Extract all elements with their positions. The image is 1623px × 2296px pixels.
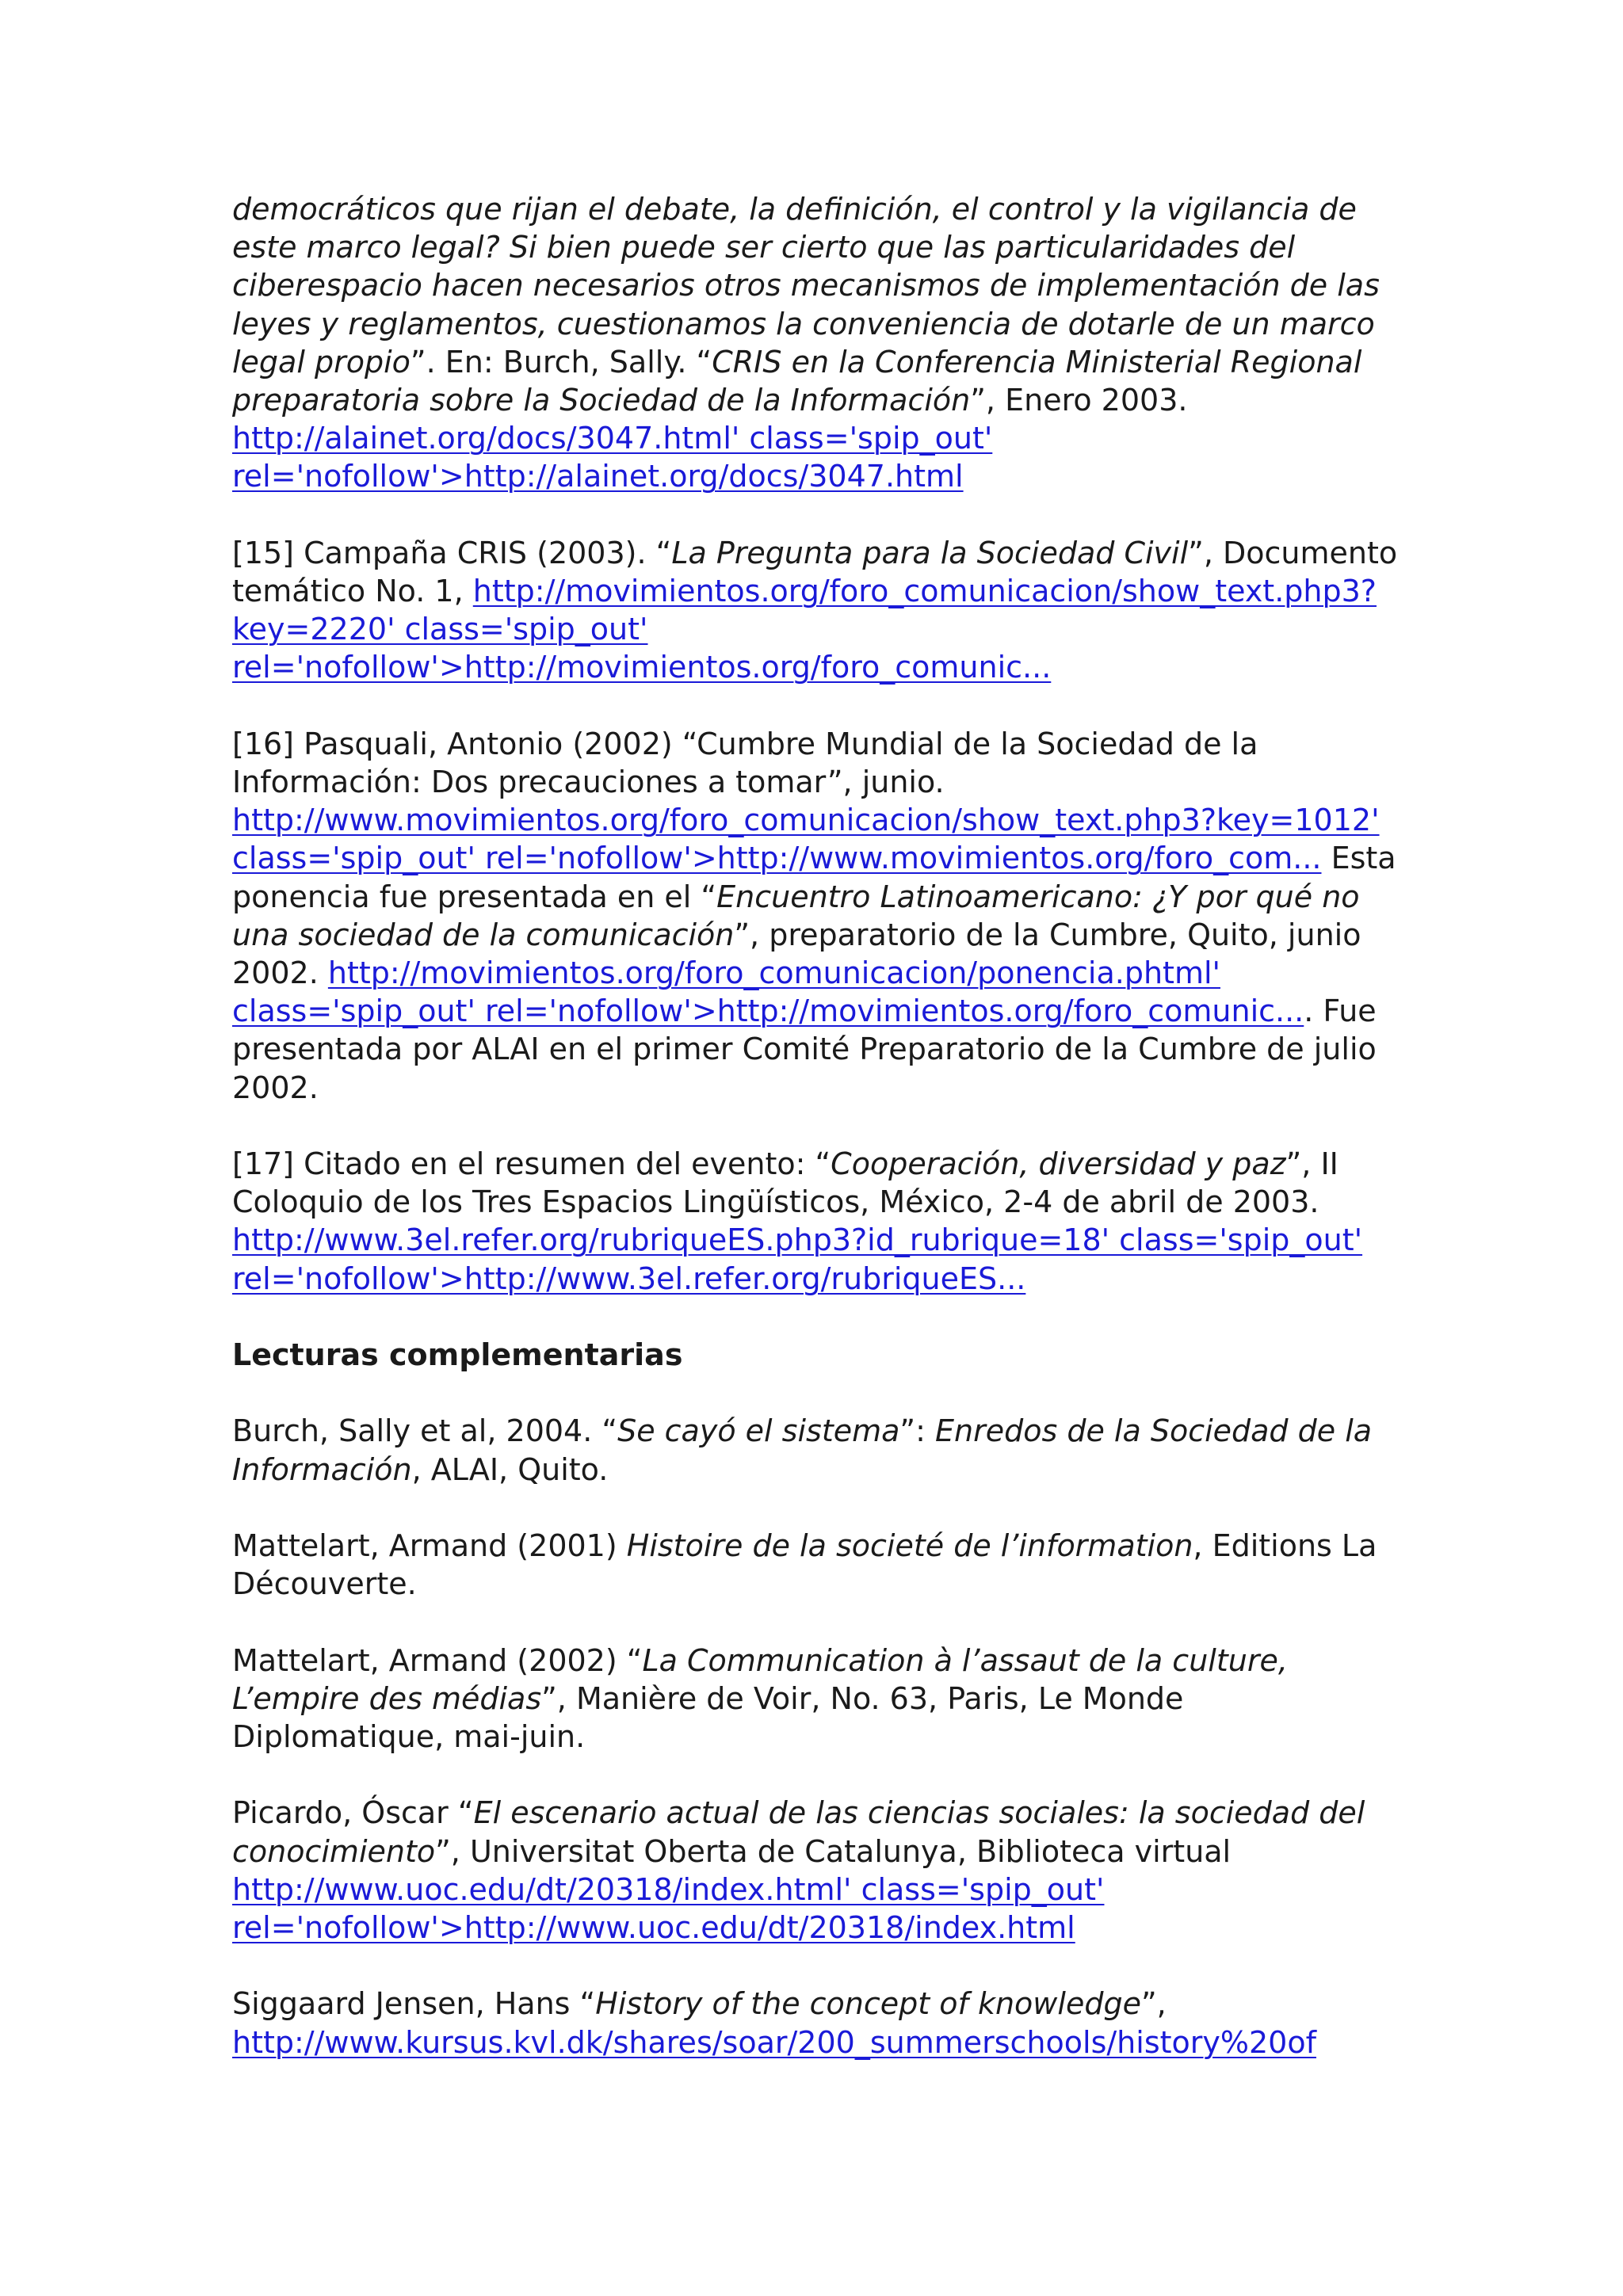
italic-text: Enredos de la Sociedad de la [934,1413,1373,1449]
reference-link[interactable]: rel='nofollow'>http://www.3el.refer.org/rubriqueES... [232,1261,1026,1296]
text-line [232,1909,1397,1947]
text-line [232,2023,1397,2061]
italic-text: legal propio [232,344,411,379]
plain-text: , ALAI, Quito. [411,1451,609,1487]
reference-link[interactable]: http://movimientos.org/foro_comunicacion/show_text.php3? [472,574,1377,609]
text-line: presentada por ALAI en el primer Comité Preparatorio de la Cumbre de julio [232,1032,1377,1067]
reference-link[interactable]: http://alainet.org/docs/3047.html' class='spip_out' [232,421,993,456]
italic-text: Encuentro Latinoamericano: ¿Y por qué no [716,879,1360,914]
italic-text: History of the concept of knowledge [595,1986,1141,2022]
reference-link[interactable]: rel='nofollow'>http://alainet.org/docs/3047.html [232,459,964,494]
text-line: [16] Pasquali, Antonio (2002) “Cumbre Mundial de la Sociedad de la [232,726,1258,761]
plain-text: 2002. [232,955,328,991]
reading-mattelart-2001 [232,1527,1397,1603]
italic-text: preparatoria sobre la Sociedad de la Información [232,383,971,418]
reference-link[interactable]: class='spip_out' rel='nofollow'>http://www.movimientos.org/foro_com... [232,841,1322,876]
plain-text: Esta [1321,841,1396,876]
plain-text: ”, Documento [1188,535,1398,570]
plain-text: ”, Manière de Voir, No. 63, Paris, Le Monde [541,1680,1184,1716]
document-page [232,190,1397,2061]
text-line [232,1260,1397,1298]
reference-link[interactable]: http://www.uoc.edu/dt/20318/index.html' class='spip_out' [232,1871,1105,1907]
footnote-continuation [232,190,1397,496]
plain-text: Mattelart, Armand (2002) “ [232,1642,643,1678]
text-line [232,457,1397,495]
italic-text: conocimiento [232,1833,436,1869]
reading-burch [232,1412,1397,1488]
text-line [232,1412,1397,1450]
reading-siggaard [232,1985,1397,2061]
text-line: Diplomatique, mai-juin. [232,1719,586,1755]
reference-link[interactable]: class='spip_out' rel='nofollow'>http://movimientos.org/foro_comunic... [232,994,1304,1029]
footnote-16 [232,725,1397,1107]
plain-text: ”, preparatorio de la Cumbre, Quito, junio [734,917,1361,952]
text-line: Coloquio de los Tres Espacios Lingüísticos, México, 2-4 de abril de 2003. [232,1184,1319,1220]
footnote-15 [232,534,1397,687]
text-line [232,419,1397,457]
section-heading: Lecturas complementarias [232,1337,683,1373]
footnote-17 [232,1145,1397,1298]
plain-text: [15] Campaña CRIS (2003). “ [232,535,672,570]
reference-link[interactable]: http://www.3el.refer.org/rubriqueES.php3?id_rubrique=18' class='spip_out' [232,1222,1363,1258]
text-line: 2002. [232,1070,319,1105]
text-line [232,610,1397,648]
text-line [232,954,1397,992]
text-line [232,801,1397,839]
plain-text: ”, Universitat Oberta de Catalunya, Biblioteca virtual [435,1833,1232,1869]
plain-text: ”, [1140,1986,1167,2022]
plain-text: ponencia fue presentada en el “ [232,879,717,914]
reference-link[interactable]: http://www.movimientos.org/foro_comunicacion/show_text.php3?key=1012' [232,803,1380,838]
plain-text: Siggaard Jensen, Hans “ [232,1986,596,2022]
text-line [232,572,1397,610]
text-line [232,534,1397,572]
text-line [232,1221,1397,1259]
italic-text: La Pregunta para la Sociedad Civil [671,535,1189,570]
plain-text: [17] Citado en el resumen del evento: “ [232,1146,831,1182]
reading-mattelart-2002 [232,1642,1397,1756]
plain-text: ”, II [1285,1146,1338,1182]
plain-text: temático No. 1, [232,574,473,609]
text-line: Información: Dos precauciones a tomar”, junio. [232,765,945,800]
italic-text: El escenario actual de las ciencias sociales: la sociedad del [473,1795,1365,1831]
text-line [232,878,1397,916]
text-line [232,381,1397,419]
reference-link[interactable]: http://movimientos.org/foro_comunicacion/ponencia.phtml' [327,955,1220,991]
italic-text: una sociedad de la comunicación [232,917,735,952]
text-line [232,1642,1397,1680]
italic-text: Histoire de la societé de l’information [626,1528,1193,1564]
text-line [232,1794,1397,1832]
reading-picardo [232,1794,1397,1947]
reference-link[interactable]: key=2220' class='spip_out' [232,612,648,647]
reference-link[interactable]: rel='nofollow'>http://www.uoc.edu/dt/20318/index.html [232,1910,1075,1946]
reference-link[interactable]: rel='nofollow'>http://movimientos.org/foro_comunic... [232,650,1052,685]
text-line [232,1527,1397,1565]
plain-text: . Fue [1304,994,1377,1029]
plain-text: ”: [899,1413,935,1449]
italic-text: Se cayó el sistema [617,1413,900,1449]
text-line: este marco legal? Si bien puede ser cierto que las particularidades del [232,230,1296,265]
text-line [232,648,1397,686]
text-line: ciberespacio hacen necesarios otros mecanismos de implementación de las [232,268,1380,303]
plain-text: Picardo, Óscar “ [232,1795,474,1831]
reference-link[interactable]: http://www.kursus.kvl.dk/shares/soar/200_summerschools/history%20of [232,2024,1316,2060]
italic-text: Información [232,1451,412,1487]
plain-text: Mattelart, Armand (2001) [232,1528,627,1564]
section-heading-block [232,1336,1397,1374]
text-line [232,1833,1397,1871]
text-line [232,916,1397,954]
text-line [232,1680,1397,1718]
text-line [232,1985,1397,2023]
italic-text: CRIS en la Conferencia Ministerial Regional [712,344,1362,379]
text-line [232,992,1397,1030]
plain-text: Burch, Sally et al, 2004. “ [232,1413,618,1449]
text-line [232,839,1397,877]
text-line [232,1145,1397,1183]
text-line [232,1451,1397,1489]
plain-text: ”, Enero 2003. [970,383,1188,418]
italic-text: L’empire des médias [232,1680,542,1716]
italic-text: La Communication à l’assaut de la culture, [642,1642,1288,1678]
text-line: Découverte. [232,1566,417,1602]
text-line [232,1871,1397,1909]
text-line: leyes y reglamentos, cuestionamos la conveniencia de dotarle de un marco [232,306,1375,341]
plain-text: ”. En: Burch, Sally. “ [410,344,712,379]
text-line: democráticos que rijan el debate, la definición, el control y la vigilancia de [232,192,1357,227]
text-line [232,343,1397,381]
italic-text: Cooperación, diversidad y paz [831,1146,1286,1182]
plain-text: , Editions La [1193,1528,1377,1564]
